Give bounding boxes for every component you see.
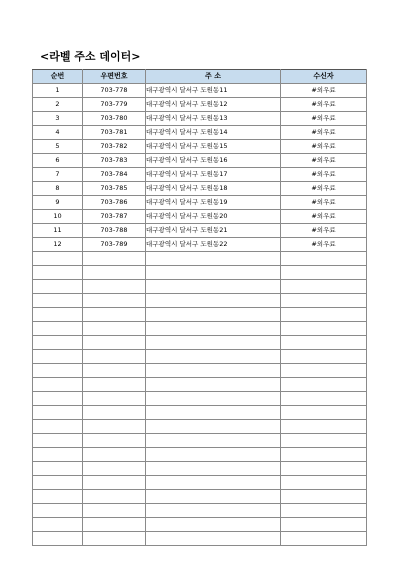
cell-sequence: 3 — [33, 112, 83, 126]
empty-cell — [146, 504, 281, 518]
empty-cell — [83, 280, 146, 294]
cell-address: 대구광역시 달서구 도원동19 — [146, 196, 281, 210]
empty-cell — [281, 266, 367, 280]
cell-sequence: 7 — [33, 168, 83, 182]
header-recipient: 수신자 — [281, 70, 367, 84]
table-row — [33, 154, 367, 168]
empty-cell — [83, 504, 146, 518]
empty-cell — [146, 406, 281, 420]
empty-cell — [33, 308, 83, 322]
empty-cell — [83, 462, 146, 476]
header-postal-code: 우편번호 — [83, 70, 146, 84]
empty-row — [33, 406, 367, 420]
cell-address: 대구광역시 달서구 도원동21 — [146, 224, 281, 238]
empty-cell — [281, 322, 367, 336]
empty-cell — [83, 308, 146, 322]
cell-recipient: #외우료 — [281, 224, 367, 238]
empty-cell — [281, 364, 367, 378]
cell-recipient: #외우료 — [281, 126, 367, 140]
cell-sequence: 9 — [33, 196, 83, 210]
empty-cell — [281, 406, 367, 420]
empty-cell — [146, 490, 281, 504]
empty-cell — [33, 434, 83, 448]
empty-cell — [83, 448, 146, 462]
cell-address: 대구광역시 달서구 도원동15 — [146, 140, 281, 154]
empty-cell — [83, 350, 146, 364]
header-sequence: 순번 — [33, 70, 83, 84]
cell-postal-code: 703-778 — [83, 84, 146, 98]
cell-sequence: 10 — [33, 210, 83, 224]
empty-row — [33, 392, 367, 406]
empty-cell — [33, 406, 83, 420]
cell-recipient: #외우료 — [281, 98, 367, 112]
empty-cell — [281, 420, 367, 434]
cell-sequence: 1 — [33, 84, 83, 98]
empty-row — [33, 462, 367, 476]
table-row — [33, 126, 367, 140]
empty-cell — [146, 322, 281, 336]
table-row — [33, 196, 367, 210]
empty-cell — [146, 350, 281, 364]
empty-cell — [33, 322, 83, 336]
empty-cell — [281, 434, 367, 448]
empty-cell — [281, 378, 367, 392]
empty-row — [33, 322, 367, 336]
cell-postal-code: 703-784 — [83, 168, 146, 182]
empty-cell — [83, 336, 146, 350]
cell-address: 대구광역시 달서구 도원동17 — [146, 168, 281, 182]
cell-postal-code: 703-782 — [83, 140, 146, 154]
cell-address: 대구광역시 달서구 도원동20 — [146, 210, 281, 224]
cell-postal-code: 703-786 — [83, 196, 146, 210]
empty-cell — [281, 476, 367, 490]
empty-row — [33, 532, 367, 546]
empty-row — [33, 490, 367, 504]
empty-row — [33, 518, 367, 532]
empty-cell — [83, 420, 146, 434]
cell-postal-code: 703-788 — [83, 224, 146, 238]
empty-row — [33, 378, 367, 392]
empty-cell — [33, 378, 83, 392]
empty-cell — [33, 518, 83, 532]
cell-recipient: #외우료 — [281, 84, 367, 98]
empty-cell — [281, 504, 367, 518]
empty-row — [33, 364, 367, 378]
cell-postal-code: 703-781 — [83, 126, 146, 140]
empty-row — [33, 350, 367, 364]
empty-row — [33, 448, 367, 462]
empty-cell — [146, 392, 281, 406]
empty-cell — [146, 252, 281, 266]
empty-cell — [33, 364, 83, 378]
empty-cell — [33, 266, 83, 280]
cell-sequence: 11 — [33, 224, 83, 238]
empty-cell — [83, 378, 146, 392]
empty-row — [33, 476, 367, 490]
empty-cell — [146, 434, 281, 448]
empty-cell — [33, 336, 83, 350]
empty-row — [33, 266, 367, 280]
table-row — [33, 168, 367, 182]
empty-cell — [83, 518, 146, 532]
empty-cell — [33, 448, 83, 462]
empty-cell — [281, 252, 367, 266]
empty-cell — [83, 392, 146, 406]
empty-cell — [146, 532, 281, 546]
empty-cell — [146, 280, 281, 294]
empty-cell — [281, 350, 367, 364]
cell-postal-code: 703-785 — [83, 182, 146, 196]
cell-address: 대구광역시 달서구 도원동22 — [146, 238, 281, 252]
table-row — [33, 112, 367, 126]
empty-cell — [281, 308, 367, 322]
cell-sequence: 8 — [33, 182, 83, 196]
empty-cell — [33, 350, 83, 364]
empty-cell — [146, 336, 281, 350]
cell-postal-code: 703-783 — [83, 154, 146, 168]
header-row — [33, 70, 367, 84]
empty-row — [33, 294, 367, 308]
cell-address: 대구광역시 달서구 도원동16 — [146, 154, 281, 168]
empty-cell — [33, 392, 83, 406]
empty-row — [33, 420, 367, 434]
empty-cell — [146, 420, 281, 434]
empty-cell — [146, 308, 281, 322]
empty-cell — [83, 252, 146, 266]
cell-postal-code: 703-779 — [83, 98, 146, 112]
cell-sequence: 5 — [33, 140, 83, 154]
empty-cell — [146, 476, 281, 490]
cell-sequence: 6 — [33, 154, 83, 168]
empty-cell — [281, 518, 367, 532]
header-address: 주 소 — [146, 70, 281, 84]
table-row — [33, 84, 367, 98]
empty-cell — [281, 392, 367, 406]
empty-cell — [83, 490, 146, 504]
cell-recipient: #외우료 — [281, 140, 367, 154]
cell-sequence: 4 — [33, 126, 83, 140]
empty-cell — [146, 378, 281, 392]
empty-cell — [83, 406, 146, 420]
cell-address: 대구광역시 달서구 도원동18 — [146, 182, 281, 196]
empty-cell — [83, 476, 146, 490]
empty-cell — [146, 294, 281, 308]
empty-cell — [146, 364, 281, 378]
cell-sequence: 2 — [33, 98, 83, 112]
cell-address: 대구광역시 달서구 도원동14 — [146, 126, 281, 140]
cell-recipient: #외우료 — [281, 196, 367, 210]
table-row — [33, 140, 367, 154]
cell-recipient: #외우료 — [281, 210, 367, 224]
empty-cell — [33, 504, 83, 518]
empty-cell — [33, 490, 83, 504]
cell-recipient: #외우료 — [281, 154, 367, 168]
cell-sequence: 12 — [33, 238, 83, 252]
empty-cell — [83, 294, 146, 308]
cell-postal-code: 703-787 — [83, 210, 146, 224]
table-row — [33, 224, 367, 238]
empty-row — [33, 336, 367, 350]
document-title: <라벨 주소 데이터> — [40, 50, 141, 63]
empty-cell — [146, 266, 281, 280]
empty-cell — [281, 294, 367, 308]
cell-recipient: #외우료 — [281, 168, 367, 182]
address-table — [32, 69, 367, 546]
empty-cell — [33, 532, 83, 546]
empty-cell — [33, 252, 83, 266]
cell-address: 대구광역시 달서구 도원동13 — [146, 112, 281, 126]
cell-postal-code: 703-780 — [83, 112, 146, 126]
cell-recipient: #외우료 — [281, 238, 367, 252]
empty-cell — [146, 462, 281, 476]
empty-cell — [83, 434, 146, 448]
table-row — [33, 238, 367, 252]
cell-address: 대구광역시 달서구 도원동12 — [146, 98, 281, 112]
empty-cell — [83, 322, 146, 336]
empty-row — [33, 504, 367, 518]
table-body — [33, 84, 367, 546]
empty-cell — [281, 280, 367, 294]
empty-cell — [33, 462, 83, 476]
cell-recipient: #외우료 — [281, 112, 367, 126]
empty-row — [33, 280, 367, 294]
cell-address: 대구광역시 달서구 도원동11 — [146, 84, 281, 98]
empty-cell — [146, 448, 281, 462]
empty-cell — [281, 490, 367, 504]
empty-cell — [281, 532, 367, 546]
empty-cell — [83, 364, 146, 378]
table-row — [33, 98, 367, 112]
table-row — [33, 182, 367, 196]
empty-cell — [33, 280, 83, 294]
empty-cell — [281, 336, 367, 350]
empty-cell — [83, 266, 146, 280]
table-row — [33, 210, 367, 224]
empty-row — [33, 252, 367, 266]
empty-cell — [281, 462, 367, 476]
empty-cell — [33, 420, 83, 434]
empty-cell — [83, 532, 146, 546]
empty-cell — [146, 518, 281, 532]
cell-recipient: #외우료 — [281, 182, 367, 196]
empty-row — [33, 434, 367, 448]
cell-postal-code: 703-789 — [83, 238, 146, 252]
empty-cell — [281, 448, 367, 462]
empty-cell — [33, 294, 83, 308]
empty-cell — [33, 476, 83, 490]
empty-row — [33, 308, 367, 322]
